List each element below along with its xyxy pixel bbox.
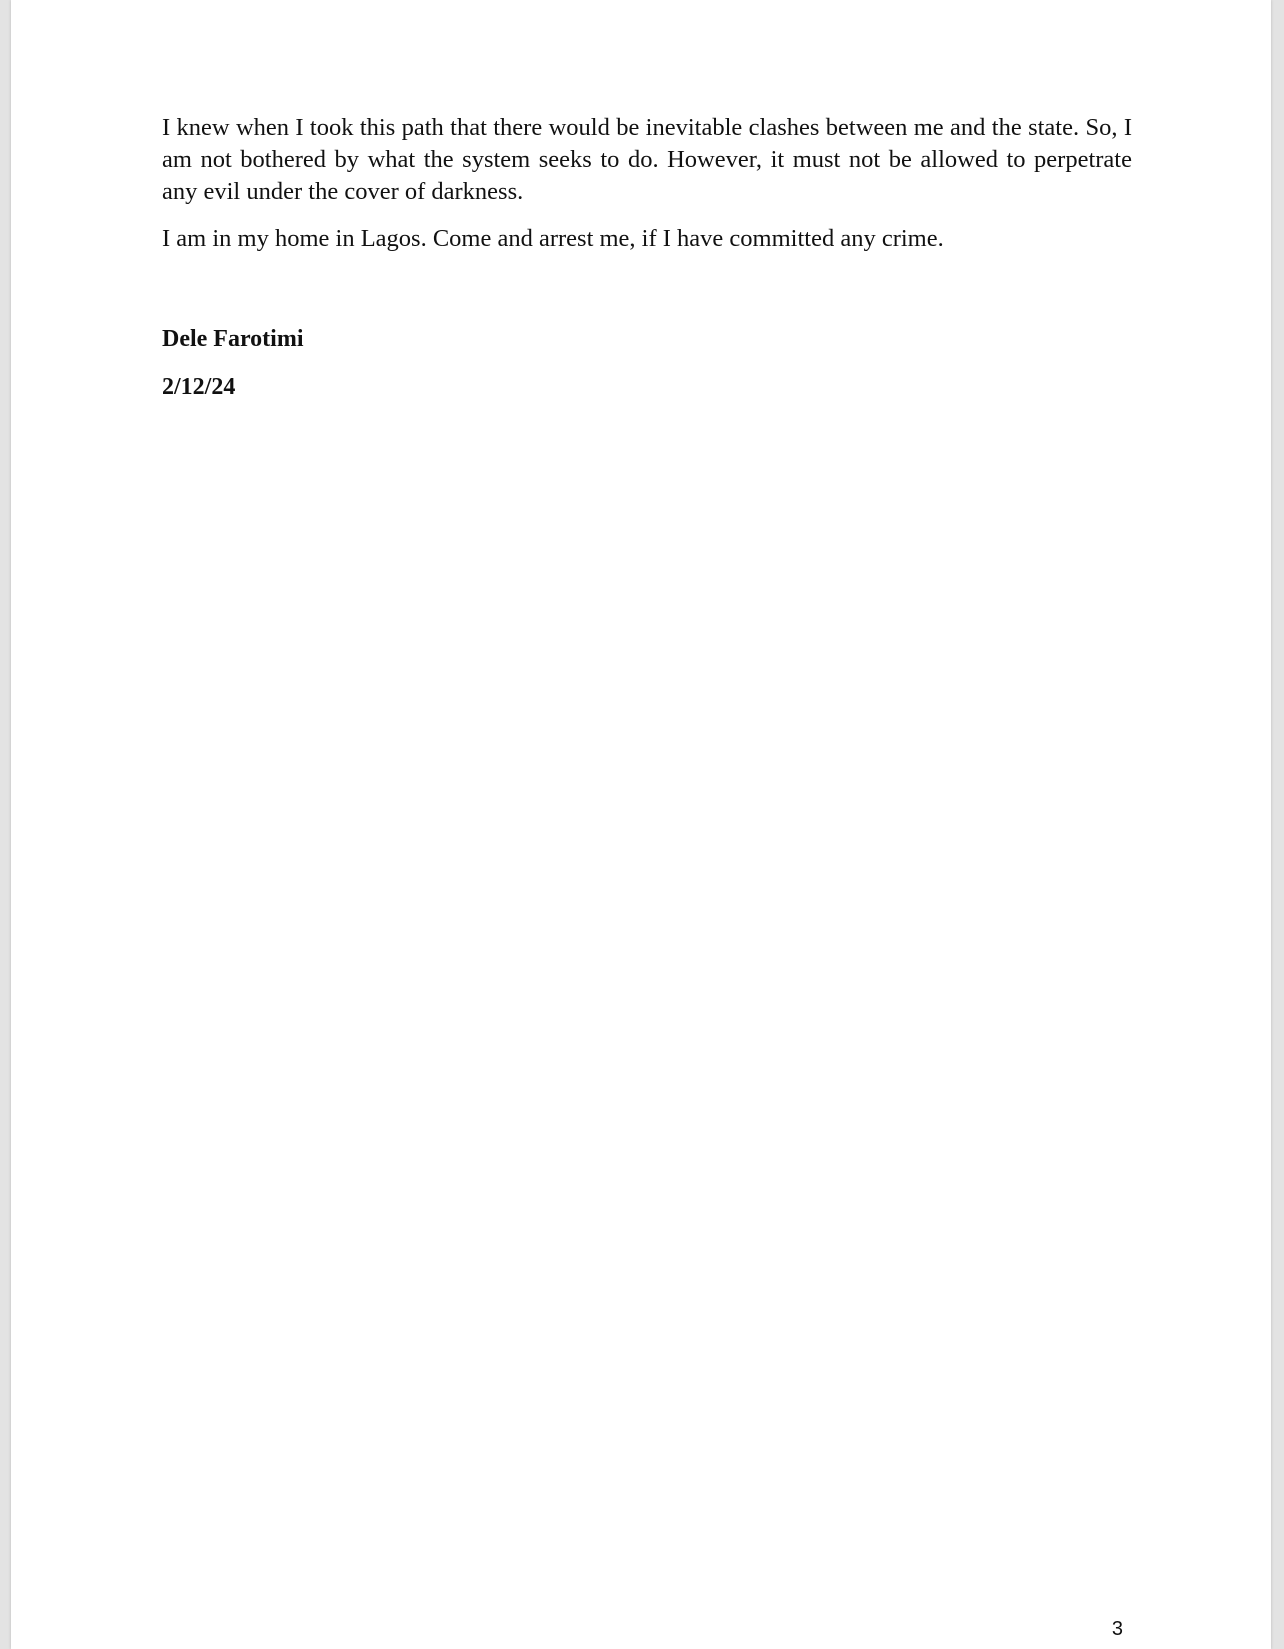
signature-name: Dele Farotimi xyxy=(162,326,304,352)
page-number: 3 xyxy=(1111,1618,1123,1640)
page-content xyxy=(162,112,1132,403)
signature-date: 2/12/24 xyxy=(162,374,236,400)
body-paragraph: I am in my home in Lagos. Come and arrest me, if I have committed any crime. xyxy=(162,225,944,252)
document-page xyxy=(11,0,1271,1649)
body-paragraph: I knew when I took this path that there would be inevitable clashes between me and the state. So, I am not bothered by what the system seeks to do. However, it must not be allowed to perpetrate any evil under the cover of darkness. xyxy=(162,114,1132,205)
